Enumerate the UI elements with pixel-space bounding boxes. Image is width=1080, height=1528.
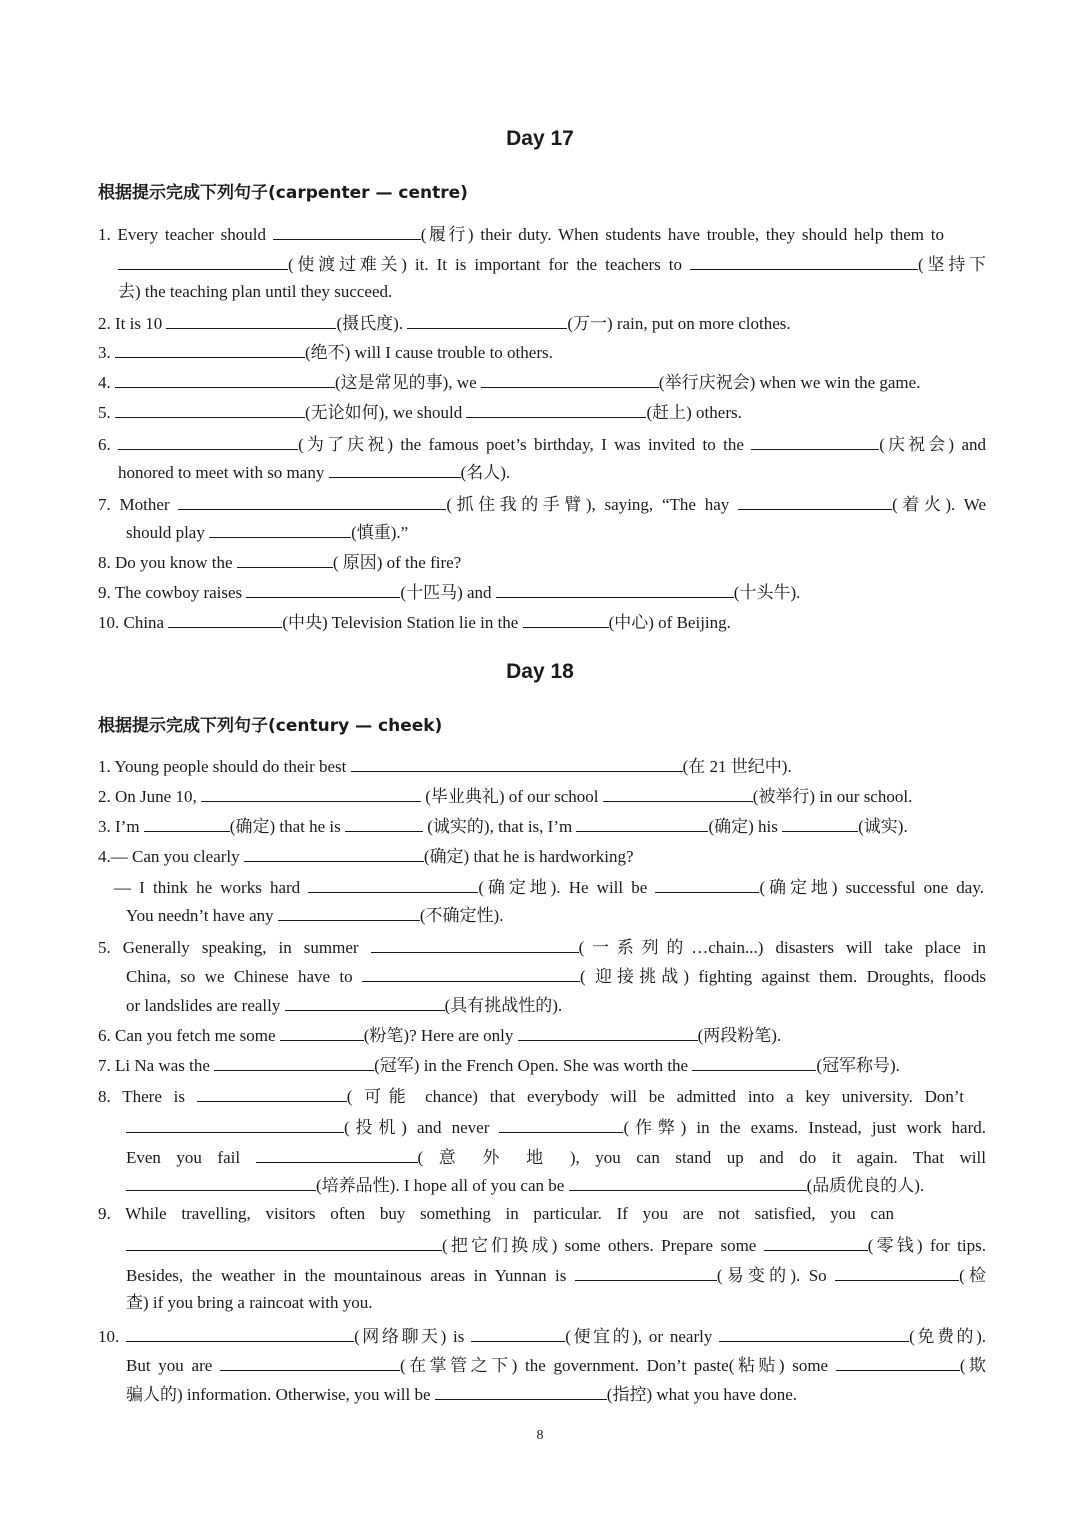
day17-line-6: 4. (这是常见的事), we (举行庆祝会) when we win the game. xyxy=(98,370,920,394)
blank[interactable] xyxy=(523,610,609,628)
day18-line-16: 9. While travelling, visitors often buy something in particular. If you are not satisfied, you can xyxy=(98,1204,894,1223)
blank[interactable] xyxy=(278,903,420,921)
day18-line-2: 2. On June 10, (毕业典礼) of our school (被举行) in our school. xyxy=(98,784,912,808)
blank[interactable] xyxy=(499,1115,623,1133)
blank[interactable] xyxy=(115,400,305,418)
blank[interactable] xyxy=(115,340,305,358)
blank[interactable] xyxy=(126,1173,316,1191)
day17-line-4: 2. It is 10 (摄氏度). (万一) rain, put on more clothes. xyxy=(98,311,791,335)
blank[interactable] xyxy=(835,1263,959,1281)
blank[interactable] xyxy=(481,370,659,388)
day18-line-1: 1. Young people should do their best (在 21 世纪中). xyxy=(98,754,792,778)
day18-line-15: (培养品性). I hope all of you can be (品质优良的人). xyxy=(126,1173,924,1197)
blank[interactable] xyxy=(435,1382,607,1400)
day17-title: Day 17 xyxy=(506,127,574,150)
blank[interactable] xyxy=(407,311,567,329)
blank[interactable] xyxy=(471,1324,565,1342)
blank[interactable] xyxy=(214,1053,374,1071)
blank[interactable] xyxy=(246,580,400,598)
day17-line-3: 去) the teaching plan until they succeed. xyxy=(118,282,393,301)
day18-line-13: (投机) and never (作弊) in the exams. Instead, just work hard. xyxy=(126,1115,986,1139)
day18-line-11: 7. Li Na was the (冠军) in the French Open. She was worth the (冠军称号). xyxy=(98,1053,900,1077)
day18-line-20: 10. (网络聊天) is (便宜的), or nearly (免费的). xyxy=(98,1324,986,1348)
blank[interactable] xyxy=(575,1263,717,1281)
day17-line-8: 6. (为了庆祝) the famous poet’s birthday, I was invited to the (庆祝会) and xyxy=(98,432,986,456)
blank[interactable] xyxy=(782,814,858,832)
blank[interactable] xyxy=(371,935,579,953)
day18-line-22: 骗人的) information. Otherwise, you will be (指控) what you have done. xyxy=(126,1382,797,1406)
blank[interactable] xyxy=(115,370,335,388)
blank[interactable] xyxy=(836,1353,960,1371)
blank[interactable] xyxy=(719,1324,909,1342)
blank[interactable] xyxy=(496,580,734,598)
blank[interactable] xyxy=(329,460,461,478)
blank[interactable] xyxy=(197,1084,347,1102)
day18-instruction: 根据提示完成下列句子(century — cheek) xyxy=(98,716,443,736)
blank[interactable] xyxy=(569,1173,807,1191)
blank[interactable] xyxy=(308,875,478,893)
blank[interactable] xyxy=(751,432,879,450)
day17-line-1: 1. Every teacher should (履行) their duty. When students have trouble, they should help them to xyxy=(98,222,944,246)
day17-line-2: (使渡过难关) it. It is important for the teachers to (坚持下 xyxy=(118,252,986,276)
day17-line-5: 3. (绝不) will I cause trouble to others. xyxy=(98,340,553,364)
blank[interactable] xyxy=(126,1115,344,1133)
day18-line-17: (把它们换成) some others. Prepare some (零钱) for tips. xyxy=(126,1233,986,1257)
blank[interactable] xyxy=(351,754,683,772)
blank[interactable] xyxy=(220,1353,400,1371)
blank[interactable] xyxy=(576,814,708,832)
day18-line-19: 查) if you bring a raincoat with you. xyxy=(126,1293,373,1312)
day18-line-14: Even you fail ( 意 外 地 ), you can stand up and do it again. That will xyxy=(126,1145,986,1169)
blank[interactable] xyxy=(126,1233,442,1251)
day18-line-10: 6. Can you fetch me some (粉笔)? Here are only (两段粉笔). xyxy=(98,1023,781,1047)
blank[interactable] xyxy=(655,875,759,893)
day17-line-12: 8. Do you know the ( 原因) of the fire? xyxy=(98,550,461,574)
blank[interactable] xyxy=(738,492,892,510)
day18-line-18: Besides, the weather in the mountainous areas in Yunnan is (易变的). So (检 xyxy=(126,1263,986,1287)
blank[interactable] xyxy=(764,1233,868,1251)
blank[interactable] xyxy=(285,993,445,1011)
blank[interactable] xyxy=(345,814,423,832)
blank[interactable] xyxy=(209,520,351,538)
blank[interactable] xyxy=(273,222,421,240)
day18-line-3: 3. I’m (确定) that he is (诚实的), that is, I’m (确定) his (诚实). xyxy=(98,814,908,838)
blank[interactable] xyxy=(178,492,446,510)
day18-line-12: 8. There is ( 可能 chance) that everybody will be admitted into a key university. Don’t xyxy=(98,1084,964,1108)
blank[interactable] xyxy=(280,1023,364,1041)
blank[interactable] xyxy=(362,964,580,982)
day18-line-6: You needn’t have any (不确定性). xyxy=(126,903,503,927)
day18-line-4: 4.— Can you clearly (确定) that he is hardworking? xyxy=(98,844,634,868)
blank[interactable] xyxy=(256,1145,418,1163)
blank[interactable] xyxy=(237,550,333,568)
blank[interactable] xyxy=(166,311,336,329)
blank[interactable] xyxy=(466,400,646,418)
day18-line-21: But you are (在掌管之下) the government. Don’t paste(粘贴) some (欺 xyxy=(126,1353,986,1377)
blank[interactable] xyxy=(244,844,424,862)
page-number: 8 xyxy=(536,1428,544,1443)
blank[interactable] xyxy=(118,252,288,270)
blank[interactable] xyxy=(692,1053,816,1071)
blank[interactable] xyxy=(144,814,230,832)
blank[interactable] xyxy=(603,784,753,802)
day17-line-13: 9. The cowboy raises (十匹马) and (十头牛). xyxy=(98,580,800,604)
day17-line-11: should play (慎重).” xyxy=(126,520,408,544)
day18-line-5: — I think he works hard (确定地). He will be (确定地) successful one day. xyxy=(114,875,984,899)
day18-title: Day 18 xyxy=(506,660,574,683)
day18-line-8: China, so we Chinese have to ( 迎接挑战) fighting against them. Droughts, floods xyxy=(126,964,986,988)
blank[interactable] xyxy=(690,252,918,270)
blank[interactable] xyxy=(118,432,298,450)
blank[interactable] xyxy=(518,1023,698,1041)
day17-line-7: 5. (无论如何), we should (赶上) others. xyxy=(98,400,742,424)
day17-line-10: 7. Mother (抓住我的手臂), saying, “The hay (着火). We xyxy=(98,492,986,516)
day17-line-9: honored to meet with so many (名人). xyxy=(118,460,510,484)
blank[interactable] xyxy=(201,784,421,802)
day17-line-14: 10. China (中央) Television Station lie in the (中心) of Beijing. xyxy=(98,610,731,634)
day17-instruction: 根据提示完成下列句子(carpenter — centre) xyxy=(98,183,468,203)
day18-line-9: or landslides are really (具有挑战性的). xyxy=(126,993,562,1017)
blank[interactable] xyxy=(126,1324,354,1342)
blank[interactable] xyxy=(168,610,282,628)
day18-line-7: 5. Generally speaking, in summer (一系列的…chain...) disasters will take place in xyxy=(98,935,986,959)
